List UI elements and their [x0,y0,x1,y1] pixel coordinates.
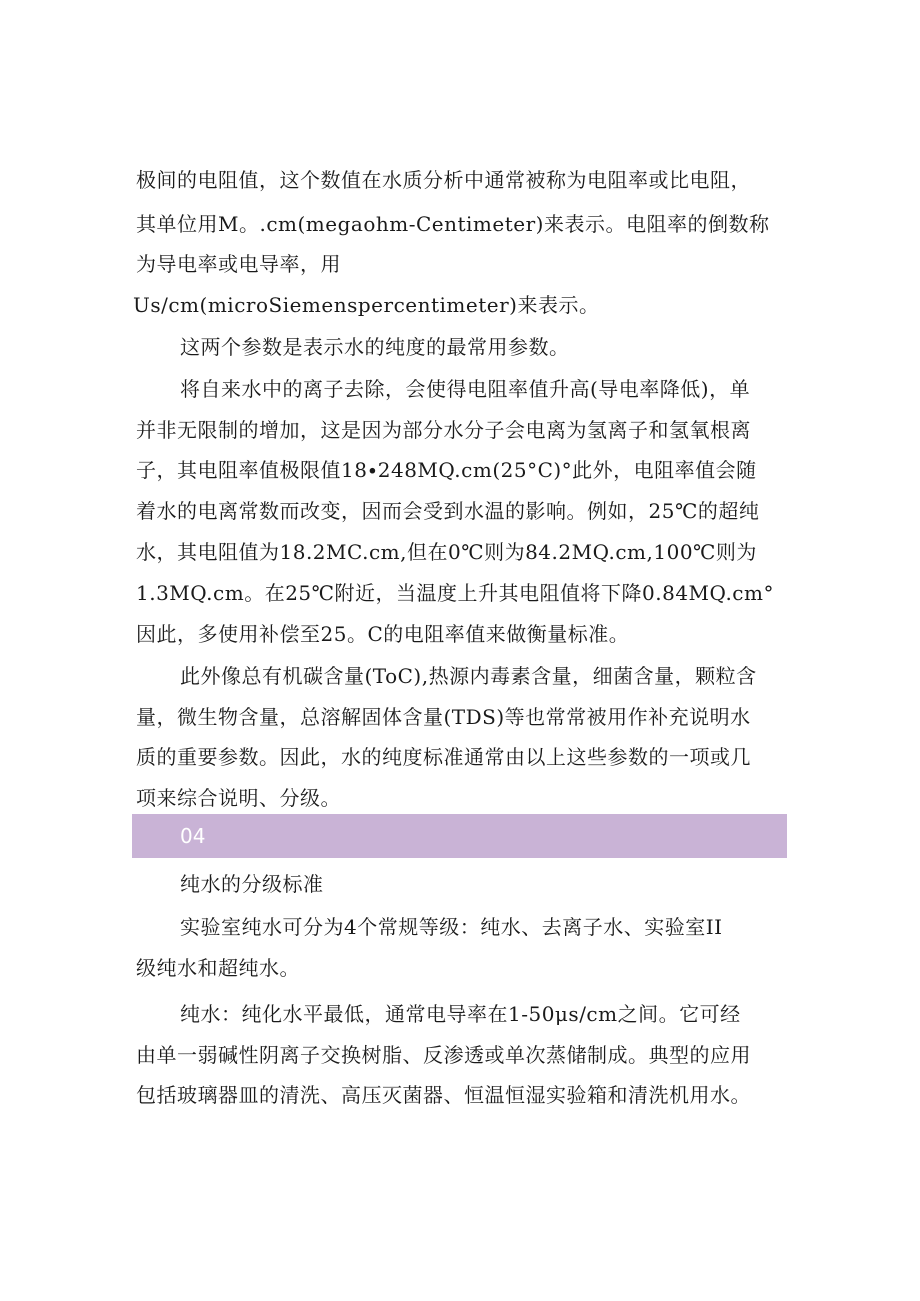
paragraph-line: 由单一弱碱性阴离子交换树脂、反渗透或单次蒸储制成。典型的应用 [136,1043,751,1067]
paragraph-line: 级纯水和超纯水。 [136,956,300,980]
paragraph-line: 并非无限制的增加，这是因为部分水分子会电离为氢离子和氢氧根离 [136,418,751,442]
paragraph-line: 量，微生物含量，总溶解固体含量(TDS)等也常常被用作补充说明水 [136,705,751,729]
section-banner [132,814,787,858]
paragraph-line: 因此，多使用补偿至25。C的电阻率值来做衡量标准。 [136,622,630,646]
section-number: 04 [180,824,206,848]
section-heading: 纯水的分级标准 [180,872,324,896]
paragraph-line: 包括玻璃器皿的清洗、高压灭菌器、恒温恒湿实验箱和清洗机用水。 [136,1083,751,1107]
paragraph-line: 这两个参数是表示水的纯度的最常用参数。 [180,335,570,359]
paragraph-line: 此外像总有机碳含量(ToC),热源内毒素含量，细菌含量，颗粒含 [180,664,757,688]
paragraph-line: 项来综合说明、分级。 [136,786,341,810]
paragraph-line: Us/cm(microSiemenspercentimeter)来表示。 [133,293,600,317]
paragraph-line: 为导电率或电导率，用 [136,252,341,276]
paragraph-line: 将自来水中的离子去除，会使得电阻率值升高(导电率降低)，单 [180,377,751,401]
paragraph-line: 实验室纯水可分为4个常规等级：纯水、去离子水、实验室II [180,915,723,939]
paragraph-line: 极间的电阻值，这个数值在水质分析中通常被称为电阻率或比电阻， [136,168,751,192]
paragraph-line: 纯水：纯化水平最低，通常电导率在1-50μs/cm之间。它可经 [180,1002,741,1026]
paragraph-line: 子，其电阻率值极限值18∙248MQ.cm(25°C)°此外，电阻率值会随 [136,458,757,482]
paragraph-line: 水，其电阻值为18.2MC.cm,但在0℃则为84.2MQ.cm,100℃则为 [136,540,757,564]
paragraph-line: 着水的电离常数而改变，因而会受到水温的影响。例如，25℃的超纯 [136,499,760,523]
paragraph-line: 其单位用M。.cm(megaohm-Centimeter)来表示。电阻率的倒数称 [136,212,770,236]
paragraph-line: 1.3MQ.cm。在25℃附近，当温度上升其电阻值将下降0.84MQ.cm° [136,581,774,605]
paragraph-line: 质的重要参数。因此，水的纯度标准通常由以上这些参数的一项或几 [136,745,751,769]
